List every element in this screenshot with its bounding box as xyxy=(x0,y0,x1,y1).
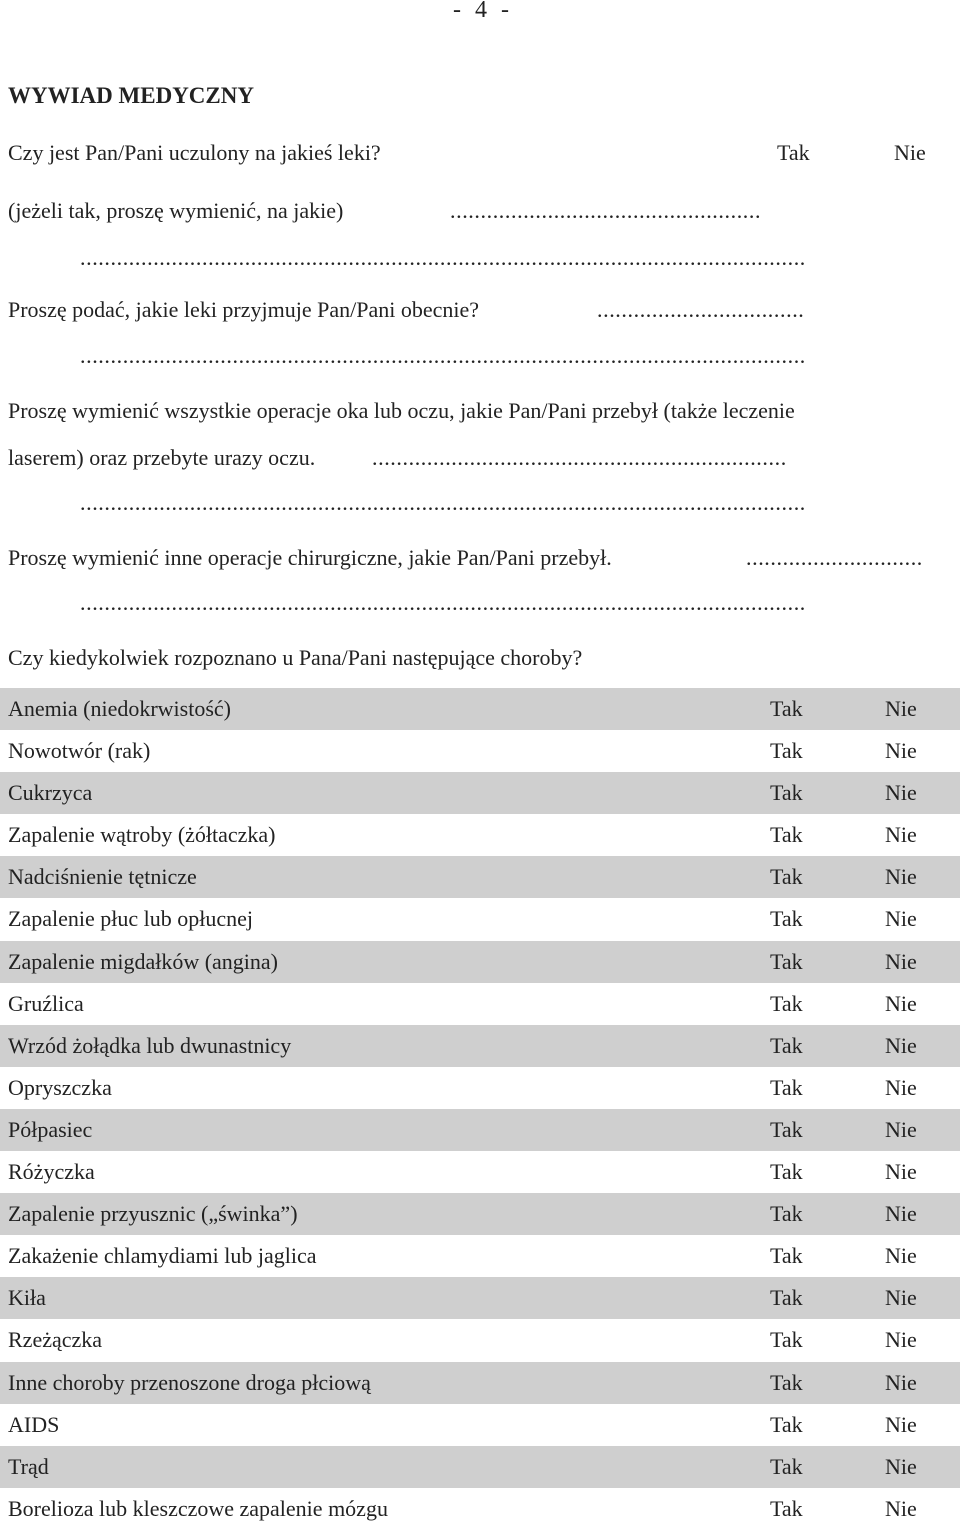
disease-name: Kiła xyxy=(8,1285,46,1311)
disease-yes-option[interactable]: Tak xyxy=(770,1411,803,1437)
disease-yes-option[interactable]: Tak xyxy=(770,1116,803,1142)
disease-yes-option[interactable]: Tak xyxy=(770,864,803,890)
disease-name: Zakażenie chlamydiami lub jaglica xyxy=(8,1243,317,1269)
disease-row xyxy=(0,1109,960,1151)
disease-yes-option[interactable]: Tak xyxy=(770,1453,803,1479)
disease-row xyxy=(0,1193,960,1235)
disease-yes-option[interactable]: Tak xyxy=(770,1369,803,1395)
disease-row xyxy=(0,1067,960,1109)
allergy-yes-option[interactable]: Tak xyxy=(777,140,810,165)
disease-name: Zapalenie migdałków (angina) xyxy=(8,948,279,974)
allergy-details-field-line2[interactable]: ....................................................................................................................... xyxy=(80,245,806,270)
disease-name: Trąd xyxy=(8,1453,49,1479)
diseases-question: Czy kiedykolwiek rozpoznano u Pana/Pani następujące choroby? xyxy=(8,645,583,670)
disease-name: Zapalenie wątroby (żółtaczka) xyxy=(8,822,276,848)
disease-no-option[interactable]: Nie xyxy=(885,1453,917,1479)
other-operations-field-line2[interactable]: ....................................................................................................................... xyxy=(80,590,806,615)
disease-row xyxy=(0,772,960,814)
disease-row xyxy=(0,688,960,730)
disease-name: Gruźlica xyxy=(8,990,84,1016)
disease-no-option[interactable]: Nie xyxy=(885,906,917,932)
diseases-table xyxy=(0,688,960,1530)
other-operations-field[interactable]: ............................. xyxy=(746,545,923,570)
disease-row xyxy=(0,898,960,940)
medications-field-line2[interactable]: ....................................................................................................................... xyxy=(80,343,806,368)
disease-row xyxy=(0,983,960,1025)
disease-no-option[interactable]: Nie xyxy=(885,990,917,1016)
disease-no-option[interactable]: Nie xyxy=(885,1032,917,1058)
disease-name: Borelioza lub kleszczowe zapalenie mózgu xyxy=(8,1495,388,1521)
disease-no-option[interactable]: Nie xyxy=(885,1243,917,1269)
disease-no-option[interactable]: Nie xyxy=(885,1369,917,1395)
disease-yes-option[interactable]: Tak xyxy=(770,822,803,848)
disease-yes-option[interactable]: Tak xyxy=(770,696,803,721)
allergy-details-field[interactable]: ................................................... xyxy=(450,198,762,223)
disease-name: Nadciśnienie tętnicze xyxy=(8,864,197,890)
disease-no-option[interactable]: Nie xyxy=(885,822,917,848)
page-number: - 4 - xyxy=(453,0,513,23)
disease-yes-option[interactable]: Tak xyxy=(770,738,803,764)
disease-no-option[interactable]: Nie xyxy=(885,1327,917,1353)
disease-row xyxy=(0,1319,960,1361)
disease-row xyxy=(0,1151,960,1193)
disease-yes-option[interactable]: Tak xyxy=(770,1159,803,1185)
disease-no-option[interactable]: Nie xyxy=(885,948,917,974)
disease-no-option[interactable]: Nie xyxy=(885,1201,917,1227)
disease-name: Cukrzyca xyxy=(8,780,93,806)
eye-operations-field-line2[interactable]: ....................................................................................................................... xyxy=(80,490,806,515)
disease-name: Wrzód żołądka lub dwunastnicy xyxy=(8,1032,292,1058)
disease-row xyxy=(0,1446,960,1488)
allergy-details-label: (jeżeli tak, proszę wymienić, na jakie) xyxy=(8,198,344,223)
disease-no-option[interactable]: Nie xyxy=(885,1411,917,1437)
disease-yes-option[interactable]: Tak xyxy=(770,1495,803,1521)
disease-name: Anemia (niedokrwistość) xyxy=(8,696,231,721)
medications-field[interactable]: .................................. xyxy=(597,297,805,322)
disease-row xyxy=(0,1404,960,1446)
eye-operations-field[interactable]: .................................................................... xyxy=(372,445,787,470)
disease-yes-option[interactable]: Tak xyxy=(770,1201,803,1227)
disease-no-option[interactable]: Nie xyxy=(885,780,917,806)
disease-no-option[interactable]: Nie xyxy=(885,1159,917,1185)
eye-operations-question-line2: laserem) oraz przebyte urazy oczu. xyxy=(8,445,316,470)
disease-row xyxy=(0,941,960,983)
disease-no-option[interactable]: Nie xyxy=(885,1495,917,1521)
disease-row xyxy=(0,814,960,856)
disease-name: Zapalenie płuc lub opłucnej xyxy=(8,906,253,932)
disease-yes-option[interactable]: Tak xyxy=(770,1285,803,1311)
disease-row xyxy=(0,1277,960,1319)
disease-yes-option[interactable]: Tak xyxy=(770,1032,803,1058)
disease-no-option[interactable]: Nie xyxy=(885,1285,917,1311)
allergy-question: Czy jest Pan/Pani uczulony na jakieś leki? xyxy=(8,140,381,165)
disease-yes-option[interactable]: Tak xyxy=(770,990,803,1016)
disease-yes-option[interactable]: Tak xyxy=(770,1327,803,1353)
disease-yes-option[interactable]: Tak xyxy=(770,1243,803,1269)
disease-no-option[interactable]: Nie xyxy=(885,738,917,764)
other-operations-question: Proszę wymienić inne operacje chirurgiczne, jakie Pan/Pani przebył. xyxy=(8,545,612,570)
disease-yes-option[interactable]: Tak xyxy=(770,1074,803,1100)
disease-row xyxy=(0,1235,960,1277)
disease-name: AIDS xyxy=(8,1411,60,1437)
disease-name: Półpasiec xyxy=(8,1116,93,1142)
disease-no-option[interactable]: Nie xyxy=(885,1074,917,1100)
disease-row xyxy=(0,856,960,898)
eye-operations-question: Proszę wymienić wszystkie operacje oka lub oczu, jakie Pan/Pani przebył (także leczenie xyxy=(8,398,795,423)
disease-no-option[interactable]: Nie xyxy=(885,864,917,890)
disease-row xyxy=(0,1025,960,1067)
disease-name: Zapalenie przyusznic („świnka”) xyxy=(8,1201,298,1227)
disease-yes-option[interactable]: Tak xyxy=(770,906,803,932)
disease-row xyxy=(0,730,960,772)
disease-name: Różyczka xyxy=(8,1159,95,1185)
form-title: WYWIAD MEDYCZNY xyxy=(8,83,254,108)
allergy-no-option[interactable]: Nie xyxy=(894,140,926,165)
disease-row xyxy=(0,1362,960,1404)
disease-yes-option[interactable]: Tak xyxy=(770,948,803,974)
disease-name: Inne choroby przenoszone droga płciową xyxy=(8,1369,371,1395)
disease-name: Nowotwór (rak) xyxy=(8,738,151,764)
disease-yes-option[interactable]: Tak xyxy=(770,780,803,806)
disease-no-option[interactable]: Nie xyxy=(885,696,917,721)
disease-name: Rzeżączka xyxy=(8,1327,103,1353)
disease-name: Opryszczka xyxy=(8,1074,112,1100)
medications-question: Proszę podać, jakie leki przyjmuje Pan/Pani obecnie? xyxy=(8,297,480,322)
disease-no-option[interactable]: Nie xyxy=(885,1116,917,1142)
